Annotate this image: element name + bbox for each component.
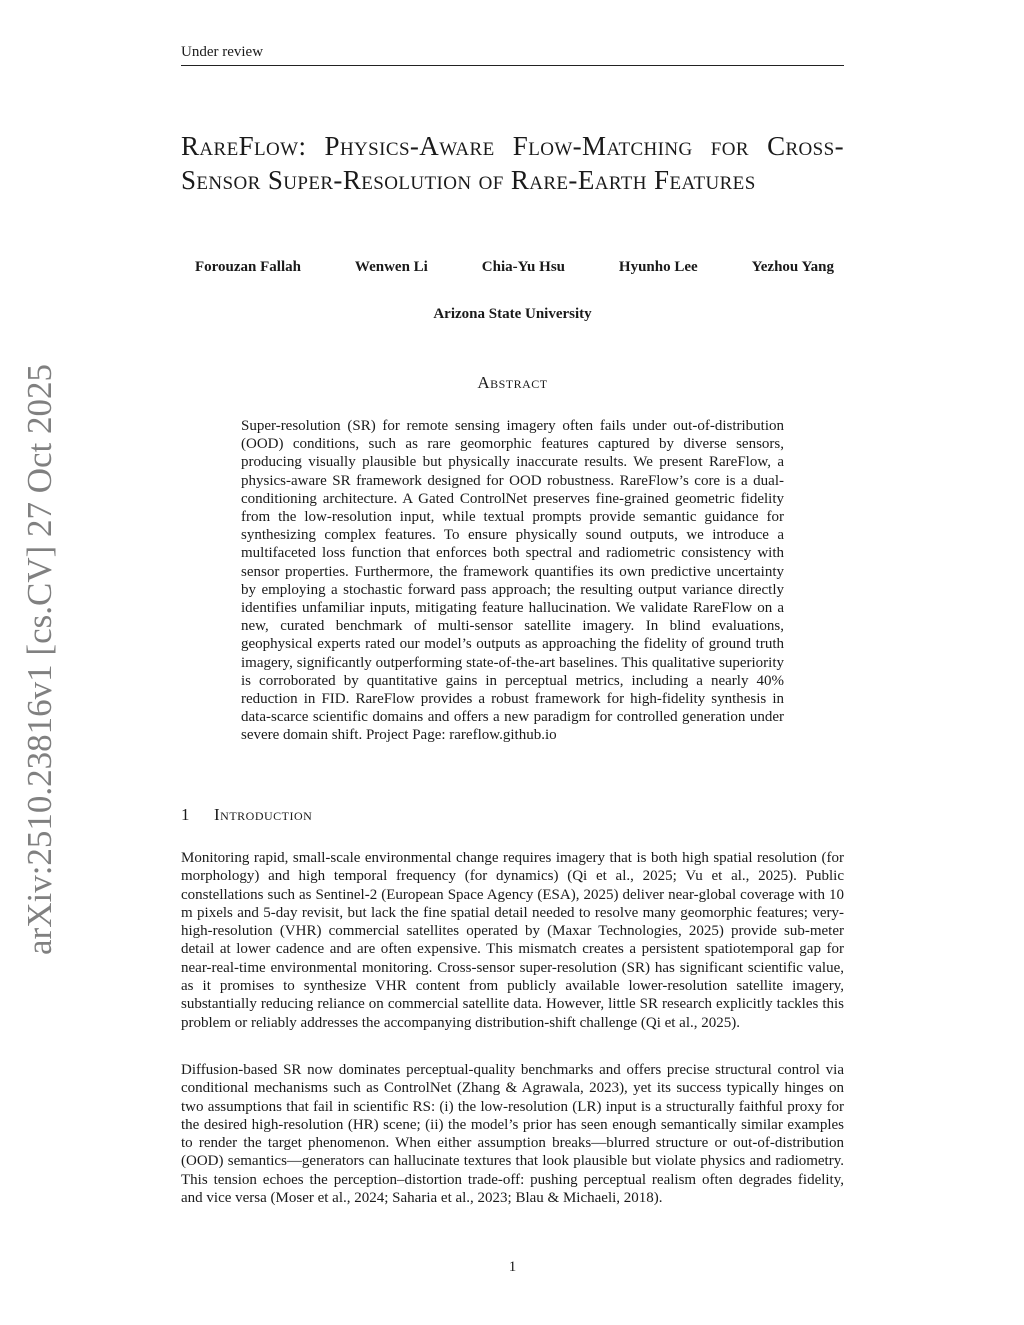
section-title: Introduction	[214, 805, 313, 824]
abstract-heading: Abstract	[477, 373, 548, 392]
author-name: Wenwen Li	[354, 259, 428, 275]
author-name: Hyunho Lee	[618, 259, 698, 275]
paragraph: Diffusion-based SR now dominates perceptual-quality benchmarks and offers precise structural control via conditional mechanisms such as ControlNet (Zhang & Agrawala, 2023), yet its success typically hinges on two assumptions that fail in scientific RS: (i) the low-resolution (LR) input is a structurally faithful proxy for the desired high-resolution (HR) scene; (ii) the model’s prior has seen enough semantically similar examples to render the target phenomenon. When either assumption breaks—blurred structure or out-of-distribution (OOD) semantics—generators can hallucinate textures that look plausible but violate physics and radiometry. This tension echoes the perception–distortion trade-off: pushing perceptual realism often degrades fidelity, and vice versa (Moser et al., 2024; Saharia et al., 2023; Blau & Michaeli, 2018).	[181, 1062, 844, 1207]
affiliation: Arizona State University	[433, 306, 592, 322]
author-name: Chia-Yu Hsu	[481, 259, 565, 275]
paragraph: Monitoring rapid, small-scale environmental change requires imagery that is both high spatial resolution (for morphology) and high temporal frequency (for dynamics) (Qi et al., 2025; Vu et al., 2025). Public constellations such as Sentinel-2 (European Space Agency (ESA), 2025) deliver near-global coverage with 10 m pixels and 5-day revisit, but lack the fine spatial detail needed to resolve many geomorphic features; very-high-resolution (VHR) commercial satellites operated by (Maxar Technologies, 2025) provide sub-meter detail at lower cadence and are often expensive. This mismatch creates a persistent spatiotemporal gap for near-real-time environmental monitoring. Cross-sensor super-resolution (SR) has significant scientific value, as it promises to synthesize VHR content from publicly available lower-resolution satellite imagery, substantially reducing reliance on commercial satellite data. However, little SR research explicitly tackles this problem or reliably addresses the accompanying distribution-shift challenge (Qi et al., 2025).	[181, 850, 844, 1031]
author-list	[181, 259, 844, 276]
arxiv-identifier[interactable]: arXiv:2510.23816v1 [cs.CV] 27 Oct 2025	[20, 363, 59, 955]
abstract-text: Super-resolution (SR) for remote sensing imagery often fails under out-of-distribution (OOD) conditions, such as rare geomorphic features captured by diverse sensors, producing visually plausible but physically inaccurate results. We present RareFlow, a physics-aware SR framework designed for OOD robustness. RareFlow’s core is a dual-conditioning architecture. A Gated ControlNet preserves fine-grained geometric fidelity from the low-resolution input, while textual prompts provide semantic guidance for synthesizing complex features. To ensure physically sound outputs, we introduce a multifaceted loss function that enforces both spectral and radiometric consistency with sensor properties. Furthermore, the framework quantifies its own predictive uncertainty by employing a stochastic forward pass approach; the resulting output variance directly identifies unfamiliar inputs, mitigating feature hallucination. We validate RareFlow on a new, curated benchmark of multi-sensor satellite imagery. In blind evaluations, geophysical experts rated our model’s outputs as approaching the fidelity of ground truth imagery, significantly outperforming state-of-the-art baselines. This qualitative superiority is corroborated by quantitative gains in perceptual metrics, including a nearly 40% reduction in FID. RareFlow provides a robust framework for high-fidelity synthesis in data-scarce scientific domains and offers a new paradigm for controlled generation under severe domain shift. Project Page: rareflow.github.io	[241, 418, 784, 744]
section-number: 1	[181, 805, 190, 824]
paper-title: RareFlow: Physics-Aware Flow-Matching for Cross-Sensor Super-Resolution of Rare-Earth Features	[181, 131, 844, 195]
author-name: Yezhou Yang	[751, 259, 834, 275]
header-rule	[181, 65, 844, 66]
page-number: 1	[508, 1259, 517, 1275]
running-header: Under review	[181, 44, 264, 60]
section-heading-introduction	[181, 805, 312, 825]
author-name: Forouzan Fallah	[195, 259, 301, 275]
